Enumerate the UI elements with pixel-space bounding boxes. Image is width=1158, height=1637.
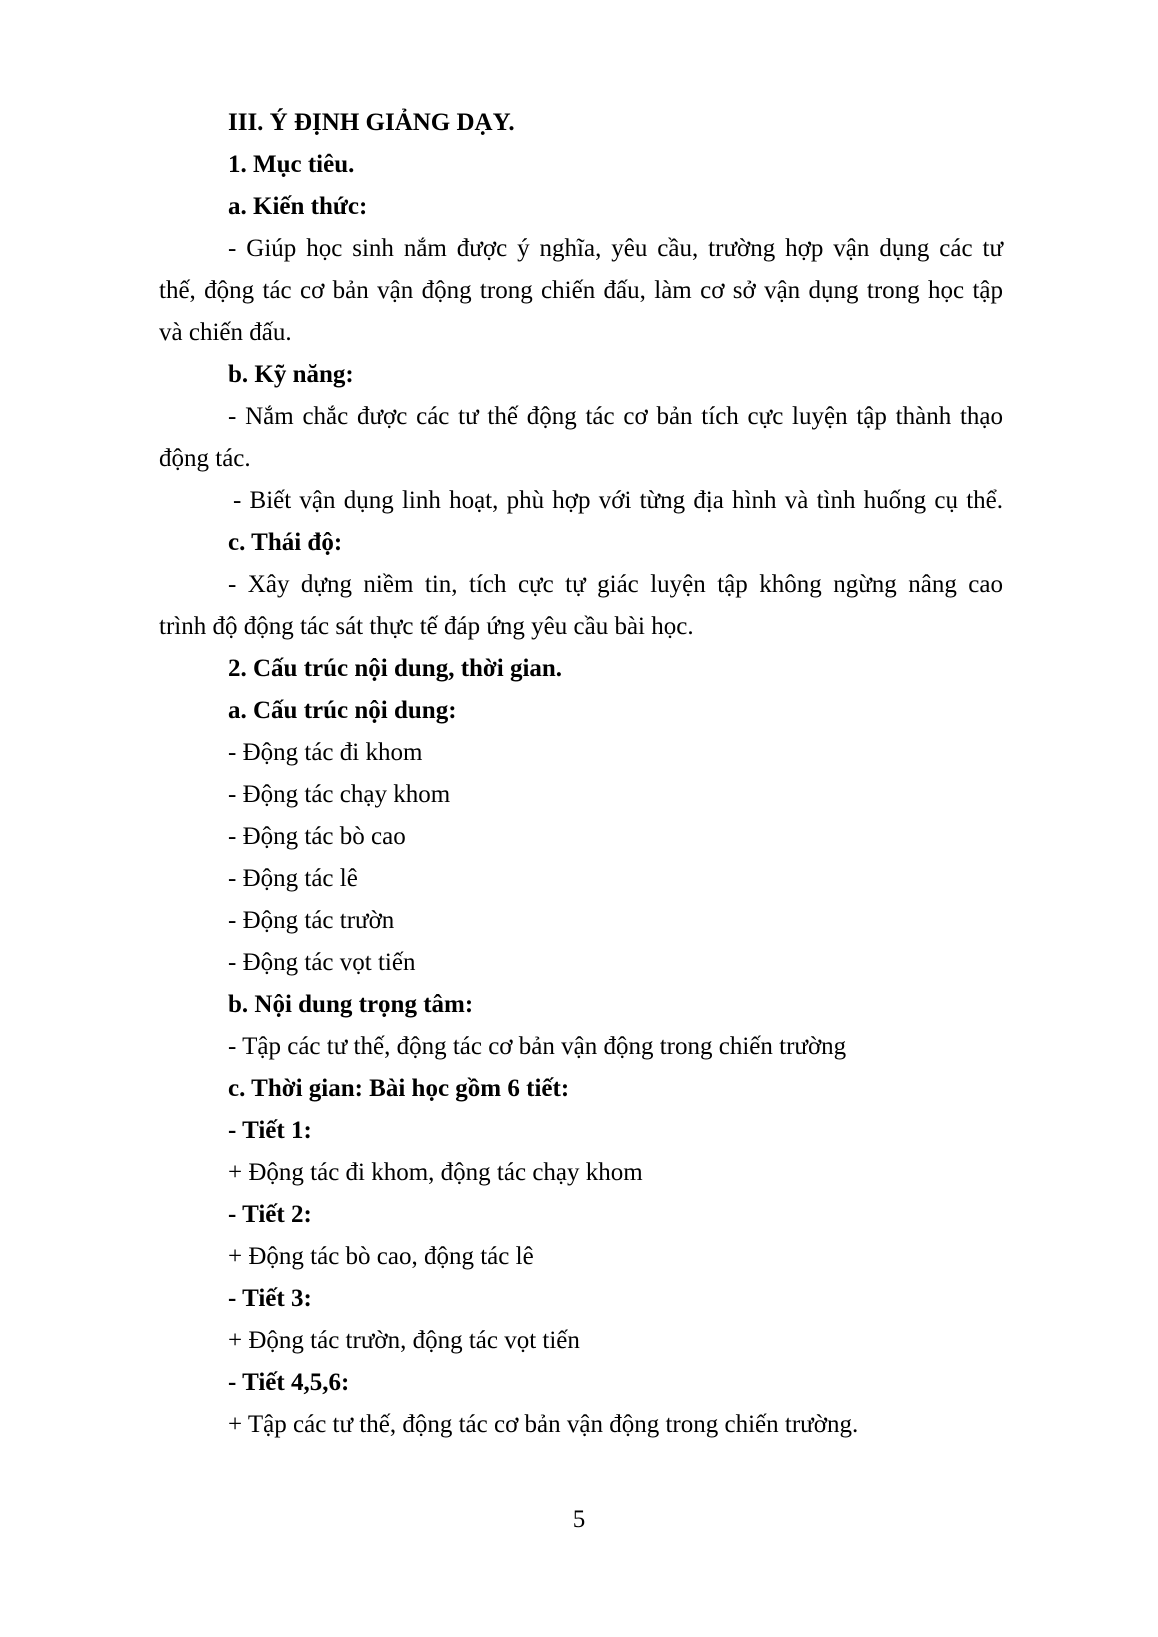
period-content: + Động tác trườn, động tác vọt tiến — [228, 1327, 580, 1354]
noi-dung-heading: a. Cấu trúc nội dung: — [228, 697, 457, 724]
kien-thuc-line-3: và chiến đấu. — [159, 319, 292, 346]
ky-nang-line-2: động tác. — [159, 445, 251, 472]
noi-dung-item: - Động tác trườn — [228, 907, 395, 934]
thai-do-heading: c. Thái độ: — [228, 529, 343, 556]
page-number: 5 — [572, 1506, 586, 1533]
trong-tam-text: - Tập các tư thế, động tác cơ bản vận động trong chiến trường — [228, 1033, 847, 1060]
period-label: - Tiết 4,5,6: — [228, 1369, 350, 1396]
muc-tieu-heading: 1. Mục tiêu. — [228, 151, 355, 178]
thai-do-line-1: - Xây dựng niềm tin, tích cực tự giác luyện tập không ngừng nâng cao — [228, 571, 1003, 598]
ky-nang-line-3: - Biết vận dụng linh hoạt, phù hợp với từng địa hình và tình huống cụ thể. — [233, 487, 1003, 514]
noi-dung-item: - Động tác vọt tiến — [228, 949, 416, 976]
noi-dung-item: - Động tác bò cao — [228, 823, 406, 850]
noi-dung-item: - Động tác chạy khom — [228, 781, 451, 808]
period-label: - Tiết 2: — [228, 1201, 312, 1228]
noi-dung-item: - Động tác đi khom — [228, 739, 423, 766]
period-content: + Động tác bò cao, động tác lê — [228, 1243, 534, 1270]
section-heading: III. Ý ĐỊNH GIẢNG DẠY. — [228, 109, 515, 136]
ky-nang-heading: b. Kỹ năng: — [228, 361, 354, 388]
thoi-gian-heading: c. Thời gian: Bài học gồm 6 tiết: — [228, 1075, 570, 1102]
period-content: + Động tác đi khom, động tác chạy khom — [228, 1159, 643, 1186]
cau-truc-heading: 2. Cấu trúc nội dung, thời gian. — [228, 655, 563, 682]
kien-thuc-line-2: thế, động tác cơ bản vận động trong chiến đấu, làm cơ sở vận dụng trong học tập — [159, 277, 1003, 304]
kien-thuc-heading: a. Kiến thức: — [228, 193, 368, 220]
ky-nang-line-1: - Nắm chắc được các tư thế động tác cơ bản tích cực luyện tập thành thạo — [228, 403, 1003, 430]
period-label: - Tiết 3: — [228, 1285, 312, 1312]
period-content: + Tập các tư thế, động tác cơ bản vận động trong chiến trường. — [228, 1411, 859, 1438]
noi-dung-item: - Động tác lê — [228, 865, 358, 892]
kien-thuc-line-1: - Giúp học sinh nắm được ý nghĩa, yêu cầu, trường hợp vận dụng các tư — [228, 235, 1003, 262]
thai-do-line-2: trình độ động tác sát thực tế đáp ứng yêu cầu bài học. — [159, 613, 694, 640]
trong-tam-heading: b. Nội dung trọng tâm: — [228, 991, 474, 1018]
period-label: - Tiết 1: — [228, 1117, 312, 1144]
